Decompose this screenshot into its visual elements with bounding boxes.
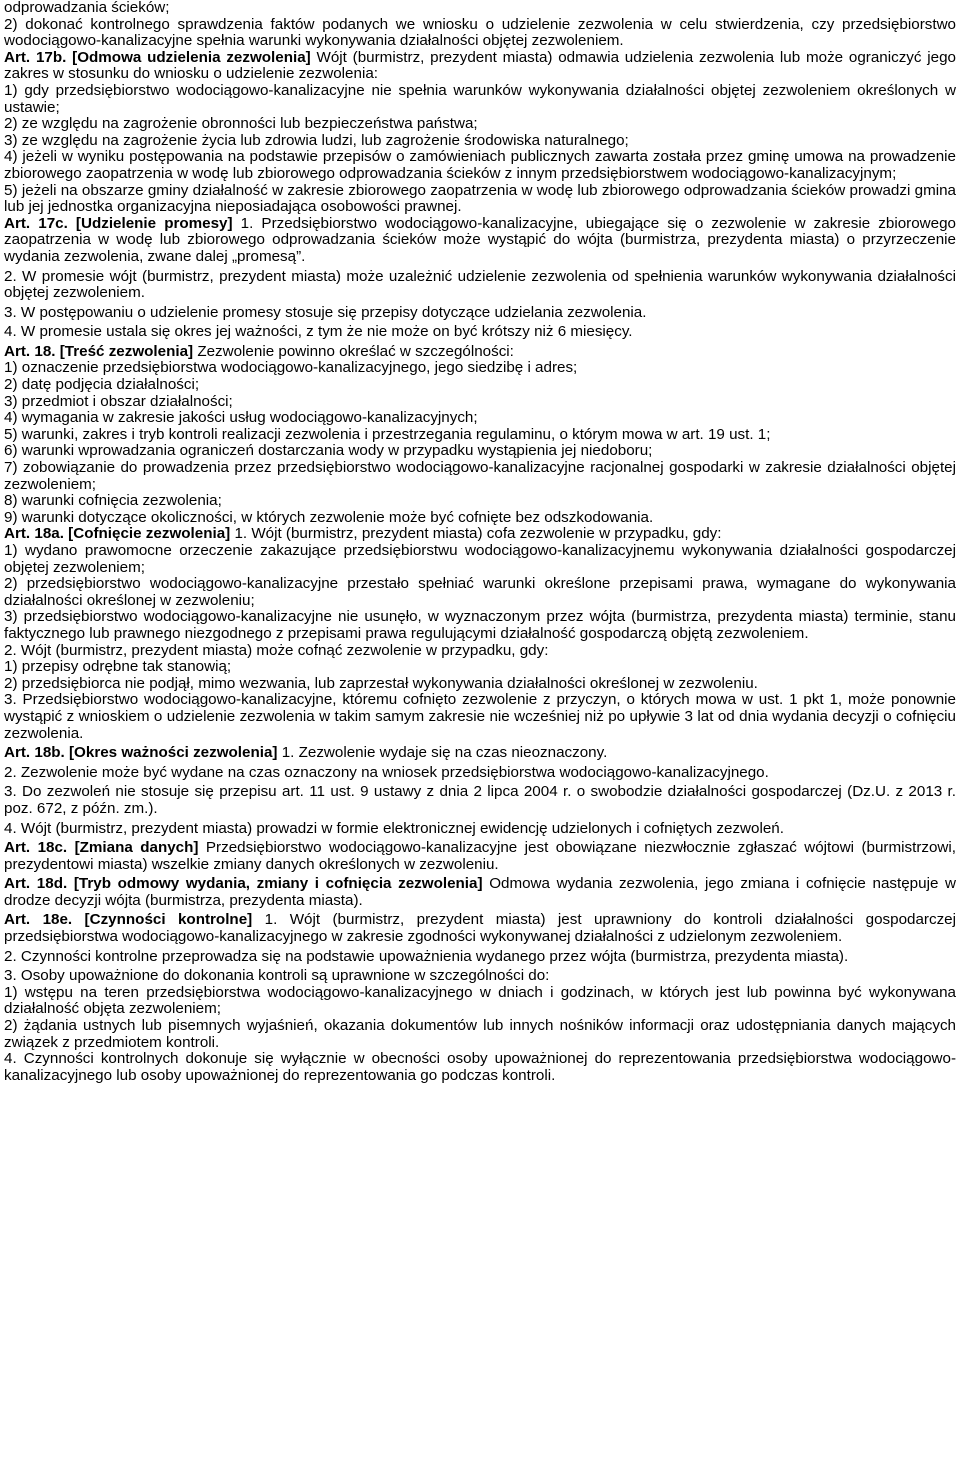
article-number: Art. 17b. <box>4 48 67 66</box>
paragraph-text: 2. Czynności kontrolne przeprowadza się na podstawie upoważnienia wydanego przez wójta (burmistrza, prezydenta miasta). <box>4 947 849 965</box>
article-heading: [Odmowa udzielenia zezwolenia] <box>72 48 311 66</box>
paragraph-text: 3. Osoby upoważnione do dokonania kontroli są uprawnione w szczególności do: <box>4 967 550 985</box>
paragraph-text: 1. Wójt (burmistrz, prezydent miasta) cofa zezwolenie w przypadku, gdy: <box>234 525 722 543</box>
list-item <box>4 1018 956 1051</box>
paragraph-text: przedsiębiorstwo wodociągowo-kanalizacyjne nie usunęło, w wyznaczonym przez wójta (burmistrza, prezydenta miasta) terminie, stanu faktycznego lub prawnego niezgodnego z przepisami prawa regulującymi działalność gospodarczą objętą zezwoleniem. <box>4 608 956 642</box>
article-number: Art. 18a. <box>4 525 64 543</box>
text-paragraph <box>4 765 956 782</box>
list-item <box>4 410 956 427</box>
item-number: 2) <box>4 674 18 692</box>
paragraph-text: Zezwolenie powinno określać w szczególności: <box>197 342 514 360</box>
article-heading: [Cofnięcie zezwolenia] <box>68 525 231 543</box>
paragraph-text: wydano prawomocne orzeczenie zakazujące przedsiębiorstwu wodociągowo-kanalizacyjnemu wykonywania działalności gospodarczej objętej zezwoleniem; <box>4 542 956 576</box>
text-paragraph <box>4 324 956 341</box>
list-item <box>4 493 956 510</box>
text-paragraph <box>4 692 956 742</box>
article-number: Art. 17c. <box>4 214 68 232</box>
item-number: 2) <box>4 1017 18 1035</box>
paragraph-text: 2. Zezwolenie może być wydane na czas oznaczony na wniosek przedsiębiorstwa wodociągowo-kanalizacyjnego. <box>4 763 769 781</box>
paragraph-text: wstępu na teren przedsiębiorstwa wodociągowo-kanalizacyjnego w dniach i godzinach, w których jest lub powinna być wykonywana działalność objęta zezwoleniem; <box>4 983 956 1018</box>
list-item <box>4 427 956 444</box>
article-paragraph <box>4 50 956 83</box>
paragraph-text: 3. Do zezwoleń nie stosuje się przepisu art. 11 ust. 9 ustawy z dnia 2 lipca 2004 r. o swobodzie działalności gospodarczej (Dz.U. z 2013 r. poz. 672, z późn. zm.). <box>4 783 956 817</box>
paragraph-text: 1. Wójt (burmistrz, prezydent miasta) jest uprawniony do kontroli działalności gospodarczej przedsiębiorstwa wodociągowo-kanalizacyjnego w zakresie zgodności wykonywanej działalności z udzielonym zezwoleniem. <box>4 911 956 946</box>
paragraph-text: dokonać kontrolnego sprawdzenia faktów podanych we wniosku o udzielenie zezwolenia w celu stwierdzenia, czy przedsiębiorstwo wodociągowo-kanalizacyjne spełnia warunki wykonywania działalności objętej zezwoleniem. <box>4 15 956 50</box>
article-paragraph <box>4 216 956 266</box>
paragraph-text: 4. W promesie ustala się okres jej ważności, z tym że nie może on być krótszy niż 6 miesięcy. <box>4 323 633 341</box>
paragraph-text: Przedsiębiorstwo wodociągowo-kanalizacyjne jest obowiązane niezwłocznie zgłaszać wójtowi (burmistrzowi, prezydentowi miasta) wszelkie zmiany danych określonych w zezwoleniu. <box>4 839 956 873</box>
paragraph-text: ze względu na zagrożenie życia lub zdrowia ludzi, lub zagrożenie środowiska naturalnego; <box>21 131 629 149</box>
paragraph-text: warunki, zakres i tryb kontroli realizacji zezwolenia i przestrzegania regulaminu, o którym mowa w art. 19 ust. 1; <box>21 425 771 443</box>
item-number: 6) <box>4 442 18 460</box>
paragraph-text: datę podjęcia działalności; <box>21 376 200 394</box>
paragraph-text: 3. Przedsiębiorstwo wodociągowo-kanalizacyjne, któremu cofnięto zezwolenie z przyczyn, o których mowa w ust. 1 pkt 1, może ponownie wystąpić z wnioskiem o udzielenie zezwolenia w takim samym zakresie nie wcześniej niż po upływie 3 lat od dnia wydania decyzji o cofnięciu zezwolenia. <box>4 691 956 742</box>
article-heading: [Czynności kontrolne] <box>84 911 253 929</box>
article-number: Art. 18d. <box>4 875 68 893</box>
paragraph-text: warunki dotyczące okoliczności, w których zezwolenie może być cofnięte bez odszkodowania. <box>21 508 654 526</box>
paragraph-text: przedsiębiorstwo wodociągowo-kanalizacyjne przestało spełniać warunki określone przepisami prawa, wymagane do wykonywania działalności określonej w zezwoleniu; <box>4 575 956 609</box>
paragraph-text: przepisy odrębne tak stanowią; <box>21 658 232 676</box>
list-item <box>4 149 956 182</box>
list-item <box>4 460 956 493</box>
text-paragraph <box>4 0 956 17</box>
item-number: 3) <box>4 392 18 410</box>
item-number: 2) <box>4 15 18 33</box>
text-paragraph <box>4 269 956 302</box>
list-item <box>4 576 956 609</box>
paragraph-text: warunki wprowadzania ograniczeń dostarczania wody w przypadku wystąpienia jej niedoboru; <box>21 442 653 460</box>
text-paragraph <box>4 305 956 322</box>
paragraph-text: wymagania w zakresie jakości usług wodociągowo-kanalizacyjnych; <box>21 409 478 427</box>
item-number: 9) <box>4 508 18 526</box>
item-number: 2) <box>4 376 18 394</box>
article-paragraph <box>4 526 956 543</box>
paragraph-text: przedsiębiorca nie podjął, mimo wezwania, lub zaprzestał wykonywania działalności określonej w zezwoleniu. <box>21 674 758 692</box>
list-item <box>4 377 956 394</box>
article-heading: [Tryb odmowy wydania, zmiany i cofnięcia zezwolenia] <box>73 875 483 893</box>
item-number: 8) <box>4 492 18 510</box>
article-heading: [Okres ważności zezwolenia] <box>69 744 278 762</box>
text-paragraph <box>4 949 956 966</box>
list-item <box>4 609 956 642</box>
item-number: 2) <box>4 575 18 593</box>
article-paragraph <box>4 876 956 909</box>
article-paragraph <box>4 745 956 762</box>
text-paragraph <box>4 1051 956 1084</box>
text-paragraph <box>4 968 956 985</box>
item-number: 1) <box>4 983 18 1001</box>
list-item <box>4 133 956 150</box>
article-number: Art. 18c. <box>4 839 68 857</box>
paragraph-text: oznaczenie przedsiębiorstwa wodociągowo-kanalizacyjnego, jego siedzibę i adres; <box>21 359 578 377</box>
item-number: 1) <box>4 658 18 676</box>
paragraph-text: przedmiot i obszar działalności; <box>21 392 233 410</box>
article-heading: [Udzielenie promesy] <box>75 214 233 232</box>
list-item <box>4 83 956 116</box>
paragraph-text: Wójt (burmistrz, prezydent miasta) odmawia udzielenia zezwolenia lub może ograniczyć jego zakres w stosunku do wniosku o udzielenie zezwolenia: <box>4 48 956 83</box>
item-number: 2) <box>4 115 18 133</box>
paragraph-text: żądania ustnych lub pisemnych wyjaśnień, okazania dokumentów lub innych nośników informacji oraz udostępniania danych mających związek z przedmiotem kontroli. <box>4 1017 956 1051</box>
list-item <box>4 985 956 1018</box>
text-paragraph <box>4 643 956 660</box>
list-item <box>4 676 956 693</box>
item-number: 3) <box>4 608 18 626</box>
paragraph-text: jeżeli w wyniku postępowania na podstawie przepisów o zamówieniach publicznych zawarta została przez gminę umowa na prowadzenie zbiorowego zaopatrzenia w wodę lub zbiorowego odprowadzania ścieków z innym przedsiębiorstwem wodociągowo-kanalizacyjnym; <box>4 148 956 182</box>
paragraph-text: 4. Wójt (burmistrz, prezydent miasta) prowadzi w formie elektronicznej ewidencję udzielonych i cofniętych zezwoleń. <box>4 819 784 837</box>
article-paragraph <box>4 840 956 873</box>
paragraph-text: odprowadzania ścieków; <box>4 0 170 16</box>
paragraph-text: jeżeli na obszarze gminy działalność w zakresie zbiorowego zaopatrzenia w wodę lub zbiorowego odprowadzania ścieków prowadzi gmina lub jej jednostka organizacyjna nieposiadająca osobowości prawnej. <box>4 181 956 216</box>
list-item <box>4 543 956 576</box>
list-item <box>4 510 956 527</box>
item-number: 5) <box>4 181 18 199</box>
item-number: 1) <box>4 542 18 559</box>
paragraph-text: zobowiązanie do prowadzenia przez przedsiębiorstwo wodociągowo-kanalizacyjne racjonalnej gospodarki w zakresie działalności objętej zezwoleniem; <box>4 459 956 493</box>
article-heading: [Zmiana danych] <box>74 839 199 857</box>
list-item <box>4 659 956 676</box>
item-number: 3) <box>4 131 18 149</box>
paragraph-text: gdy przedsiębiorstwo wodociągowo-kanalizacyjne nie spełnia warunków wykonywania działalności objętej zezwoleniem określonych w ustawie; <box>4 81 956 116</box>
text-paragraph <box>4 821 956 838</box>
paragraph-text: 3. W postępowaniu o udzielenie promesy stosuje się przepisy dotyczące udzielania zezwolenia. <box>4 303 647 321</box>
paragraph-text: 1. Zezwolenie wydaje się na czas nieoznaczony. <box>281 744 608 762</box>
item-number: 1) <box>4 81 18 99</box>
paragraph-text: 1. Przedsiębiorstwo wodociągowo-kanalizacyjne, ubiegające się o zezwolenie w zakresie zbiorowego zaopatrzenia w wodę lub zbiorowego odprowadzania ścieków może wystąpić do wójta (burmistrza, prezydenta miasta) o przyrzeczenie wydania zezwolenia, zwane dalej „promesą”. <box>4 214 956 265</box>
item-number: 7) <box>4 459 18 477</box>
list-item <box>4 394 956 411</box>
list-item <box>4 116 956 133</box>
list-item <box>4 183 956 216</box>
article-heading: [Treść zezwolenia] <box>59 342 194 360</box>
paragraph-text: 4. Czynności kontrolnych dokonuje się wyłącznie w obecności osoby upoważnionej do reprezentowania przedsiębiorstwa wodociągowo-kanalizacyjnego lub osoby upoważnionej do reprezentowania go podczas kontroli. <box>4 1050 956 1084</box>
paragraph-text: 2. Wójt (burmistrz, prezydent miasta) może cofnąć zezwolenie w przypadku, gdy: <box>4 641 549 659</box>
paragraph-text: warunki cofnięcia zezwolenia; <box>21 492 222 510</box>
article-number: Art. 18b. <box>4 744 65 762</box>
list-item <box>4 443 956 460</box>
text-paragraph <box>4 784 956 817</box>
list-item <box>4 17 956 50</box>
paragraph-text: 2. W promesie wójt (burmistrz, prezydent miasta) może uzależnić udzielenie zezwolenia od spełnienia warunków wykonywania działalności objętej zezwoleniem. <box>4 267 956 302</box>
item-number: 4) <box>4 148 18 166</box>
paragraph-text: Odmowa wydania zezwolenia, jego zmiana i cofnięcie następuje w drodze decyzji wójta (burmistrza, prezydenta miasta). <box>4 875 957 909</box>
item-number: 4) <box>4 409 18 427</box>
article-paragraph <box>4 912 956 945</box>
article-paragraph <box>4 344 956 361</box>
item-number: 5) <box>4 425 18 443</box>
article-number: Art. 18e. <box>4 911 73 929</box>
paragraph-text: ze względu na zagrożenie obronności lub bezpieczeństwa państwa; <box>21 115 478 133</box>
article-number: Art. 18. <box>4 342 56 360</box>
list-item <box>4 360 956 377</box>
item-number: 1) <box>4 359 18 377</box>
